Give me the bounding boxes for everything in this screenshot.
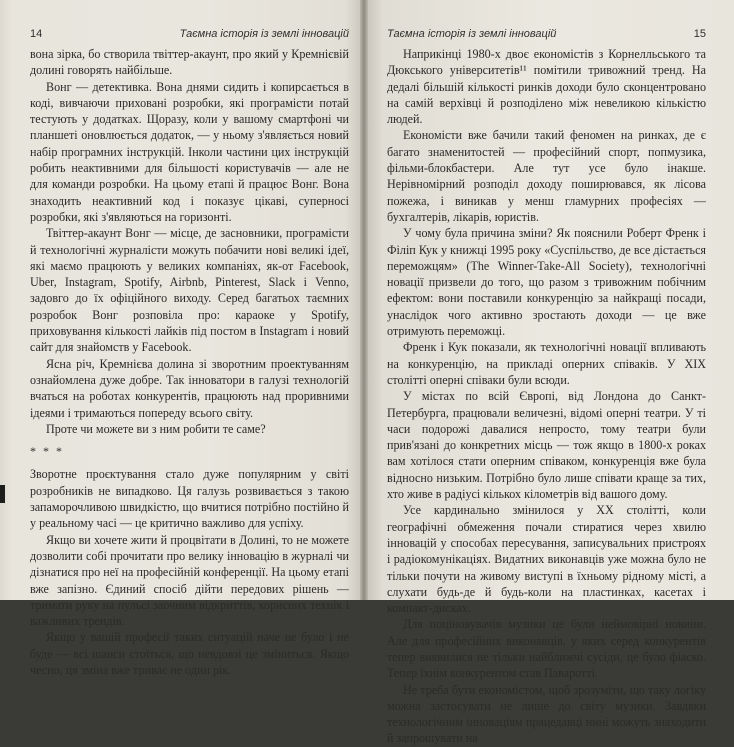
book-gutter: [360, 0, 368, 600]
running-head: Таємна історія із землі інновацій: [179, 28, 349, 40]
page-number: 14: [30, 28, 43, 40]
page-edge-mark: [0, 485, 5, 503]
right-page: [365, 0, 734, 746]
paragraph: Наприкінці 1980-х двоє економістів з Корнелльського та Дюкського університетів¹¹ помітили тривожний тренд. На дедалі більшій кількості ринків доходи було сконцентровано на самій верхівці й розподілено між невеликою кількістю людей.: [387, 47, 706, 127]
paragraph: Для поціновувачів музики це були неймовірні новини. Але для професійних виконавців, у яких серед конкурентів тепер виявилися не тільки найближчі сусіди, це було фіаско. Тепер їхнім конкурентом став Паваротті.: [387, 617, 706, 681]
paragraph: У чому була причина зміни? Як пояснили Роберт Френк і Філіп Кук у книжці 1995 року «Суспільство, де все дістається переможцям» (The Winner-Take-All Society), технологічні новації призвели до того, що разом з тривожним побічним ефектом: вони поставили конкуренцію за найкращі посади, унаслідок чого активно зростають доходи — це вже отримують переможці.: [387, 226, 706, 339]
paragraph: Ясна річ, Кремнієва долина зі зворотним проектуванням ознайомлена дуже добре. Так інноватори в галузі технологій вчаться на роботах конкурентів, працюють над проривними ідеями і тримаються попереду всього світу.: [30, 356, 349, 420]
paragraph: У містах по всій Європі, від Лондона до Санкт-Петербурга, працювали величезні, відомі оперні театри. У ті часи подорожі давалися непросто, тому театри були прив'язані до конкретних місць — тож якщо в 1800-х роках вам хотілося стати оперним співаком, конкуренція вже була відносно низьким. Потрібно було лише співати краще за тих, хто живе в радіусі кількох кілометрів від вашого дому.: [387, 389, 706, 502]
left-page: [0, 0, 363, 677]
right-page-text: [387, 46, 706, 747]
paragraph: Зворотне проєктування стало дуже популярним у світі розробників не випадково. Ця галузь розвивається з такою запаморочливою швидкістю, що вчитися потрібно постійно й у реальному часі — це критично важливо для успіху.: [30, 467, 349, 531]
paragraph: Вонг — детективка. Вона днями сидить і копирсається в коді, вивчаючи приховані розробки, які програмісти потай тестують у додатках. Щоразу, коли у вашому смартфоні чи планшеті оновлюється додаток, — у ньому з'являється новий набір програмних інструкцій. Інколи частини цих інструкцій робить неактивними для більшості користувачів — але не для команди розробки. На цьому етапі й працює Вонг. Вона знаходить неактивний код і показує цікаві, суперноcі розробки, які з'являються на горизонті.: [30, 79, 349, 224]
paragraph: Френк і Кук показали, як технологічні новації впливають на конкуренцію, на прикладі оперних співаків. У XIX столітті оперні співаки були всюди.: [387, 340, 706, 387]
paragraph: вона зірка, бо створила твіттер-акаунт, про який у Кремнієвій долині говорять найбільше.: [30, 47, 349, 78]
running-head: Таємна історія із землі інновацій: [387, 28, 557, 40]
right-page-header: [387, 28, 706, 40]
paragraph: Усе кардинально змінилося у XX столітті, коли географічні обмеження почали стиратися через хвилю інновацій у способах пересування, записувальних пристроях і радіокомунікаціях. Видатних виконавців уже можна було не тільки почути на живому виступі в їхньому рідному місті, а слухати будь-де й будь-коли на пластинках, касетах і компакт-дисках.: [387, 503, 706, 616]
left-page-header: [30, 28, 349, 40]
paragraph: Якщо у вашій професії таких ситуацій наче не було і не буде — всі шанси стоїться, що невдовзі це зміниться. Якщо чесно, ця зміна вже триває не один рік.: [30, 630, 349, 677]
paragraph: Якщо ви хочете жити й процвітати в Долині, то не можете дозволити собі прочитати про велику інновацію в журналі чи дізнатися про неї на професійній конференції. На цьому етапі вже запізно. Єдиний спосіб дійти передових рішень — тримати руку на пульсі заочним відкриттів, корисних технік і важливих трендів.: [30, 532, 349, 629]
left-page-text: [30, 46, 349, 678]
paragraph: Економісти вже бачили такий феномен на ринках, де є багато знаменитостей — професійний спорт, попмузика, фільми-блокбастери. Але тут усе було інакше. Нерівномірний розподіл доходу поширювався, як лісова пожежа, і виникав у менш гламурних професіях — бухгалтерів, лікарів, юристів.: [387, 128, 706, 224]
section-separator: * * *: [30, 444, 64, 459]
paragraph: Твіттер-акаунт Вонг — місце, де засновники, програмісти й технологічні журналісти можуть побачити нові великі ідеї, які маємо працюють у великих компаніях, як-от Facebook, Uber, Instagram, Spotify, Airbnb, Pinterest, Slack і Venno, задовго до їх офіційного виходу. Серед багатьох таємних розробок Вонг розповіла про: караоке у Spotify, приховування кількості лайків під постом в Instagram і новий сайт для знайомств у Facebook.: [30, 226, 349, 355]
page-number: 15: [693, 28, 706, 40]
paragraph: Проте чи можете ви з ним робити те саме?: [46, 421, 266, 436]
paragraph: Не треба бути економістом, щоб зрозуміти, що таку логіку можна застосувати не лише до світу музики. Завдяки технологічним інноваціям працедавці нині можуть знаходити й запрошувати на: [387, 682, 706, 746]
